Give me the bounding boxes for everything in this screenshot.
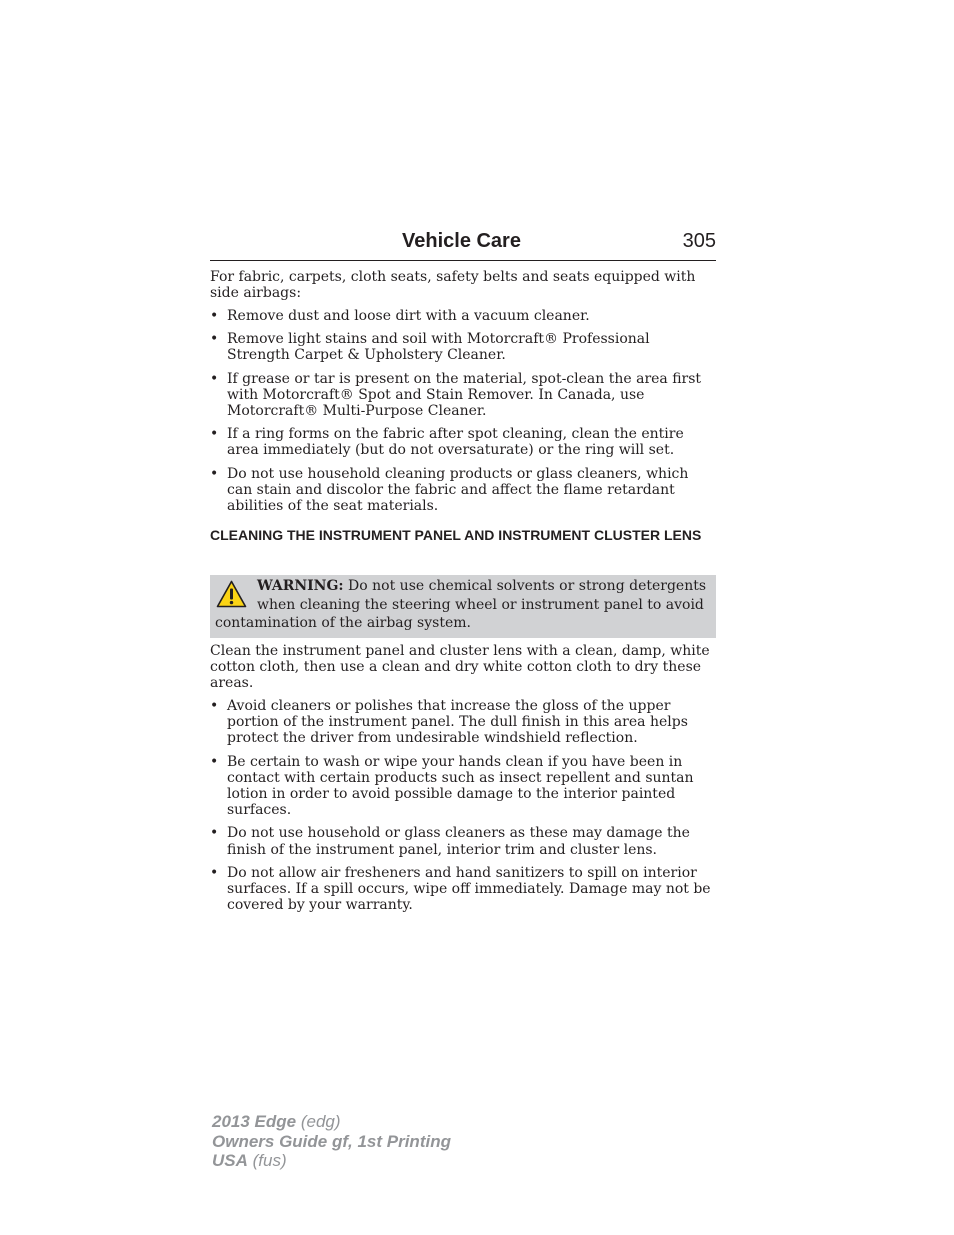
list-item-text: Do not use household or glass cleaners as these may damage the finish of the instrument panel, interior trim and cluster lens. [227, 825, 690, 858]
bullet-dot: • [210, 370, 219, 387]
bullet-dot: • [210, 753, 219, 770]
section-heading: CLEANING THE INSTRUMENT PANEL AND INSTRUMENT CLUSTER LENS [210, 527, 702, 543]
warning-text [215, 577, 711, 633]
list-item [210, 308, 716, 324]
warning-box [210, 575, 716, 638]
list-item [210, 331, 716, 363]
footer-market-line [212, 1151, 451, 1171]
footer-model: 2013 Edge [212, 1112, 297, 1131]
list-item [210, 371, 716, 420]
list-item [210, 754, 716, 819]
list-item-text: Do not use household cleaning products or glass cleaners, which can stain and discolor the fabric and affect the flame retardant abilities of the seat materials. [227, 465, 689, 515]
page-number: 305 [682, 230, 716, 252]
bullet-dot: • [210, 308, 219, 324]
list-item [210, 466, 716, 515]
list-item [210, 426, 716, 458]
list-item-text: Remove dust and loose dirt with a vacuum cleaner. [227, 308, 590, 324]
list-item-text: Be certain to wash or wipe your hands clean if you have been in contact with certain products such as insect repellent and suntan lotion in order to avoid possible damage to the interior painted surfaces. [227, 753, 694, 819]
fabric-cleaning-list [210, 308, 716, 514]
chapter-title: Vehicle Care [402, 230, 521, 252]
fabric-intro: For fabric, carpets, cloth seats, safety belts and seats equipped with side airbags: [210, 269, 696, 302]
warning-label: WARNING: [257, 578, 344, 594]
list-item-text: Remove light stains and soil with Motorcraft® Professional Strength Carpet & Upholstery Cleaner. [227, 331, 650, 364]
page-header [210, 226, 716, 261]
bullet-dot: • [210, 331, 219, 348]
footer-model-line [212, 1112, 451, 1132]
instrument-cleaning-list [210, 698, 716, 913]
list-item [210, 698, 716, 747]
footer-model-code: (edg) [296, 1112, 341, 1131]
footer-guide-line: Owners Guide gf, 1st Printing [212, 1131, 451, 1151]
warning-message: Do not use chemical solvents or strong detergents when cleaning the steering wheel or instrument panel to avoid contamination of the airbag system. [215, 578, 707, 631]
list-item-text: If a ring forms on the fabric after spot cleaning, clean the entire area immediately (but do not oversaturate) or the ring will set. [227, 426, 684, 459]
list-item-text: If grease or tar is present on the material, spot-clean the area first with Motorcraft® Spot and Stain Remover. In Canada, use Motorcraft® Multi-Purpose Cleaner. [227, 370, 702, 420]
list-item-text: Avoid cleaners or polishes that increase the gloss of the upper portion of the instrument panel. The dull finish in this area helps protect the driver from undesirable windshield reflection. [227, 698, 688, 747]
list-item-text: Do not allow air fresheners and hand sanitizers to spill on interior surfaces. If a spill occurs, wipe off immediately. Damage may not be covered by your warranty. [227, 864, 711, 914]
list-item [210, 865, 716, 914]
footer-market-code: (fus) [247, 1151, 287, 1170]
instrument-intro: Clean the instrument panel and cluster lens with a clean, damp, white cotton cloth, then use a clean and dry white cotton cloth to dry these areas. [210, 643, 710, 692]
bullet-dot: • [210, 825, 219, 842]
bullet-dot: • [210, 426, 219, 443]
bullet-dot: • [210, 465, 219, 482]
list-item [210, 825, 716, 857]
bullet-dot: • [210, 864, 219, 881]
page-footer [212, 1112, 451, 1171]
bullet-dot: • [210, 698, 219, 714]
footer-market: USA [212, 1151, 248, 1170]
